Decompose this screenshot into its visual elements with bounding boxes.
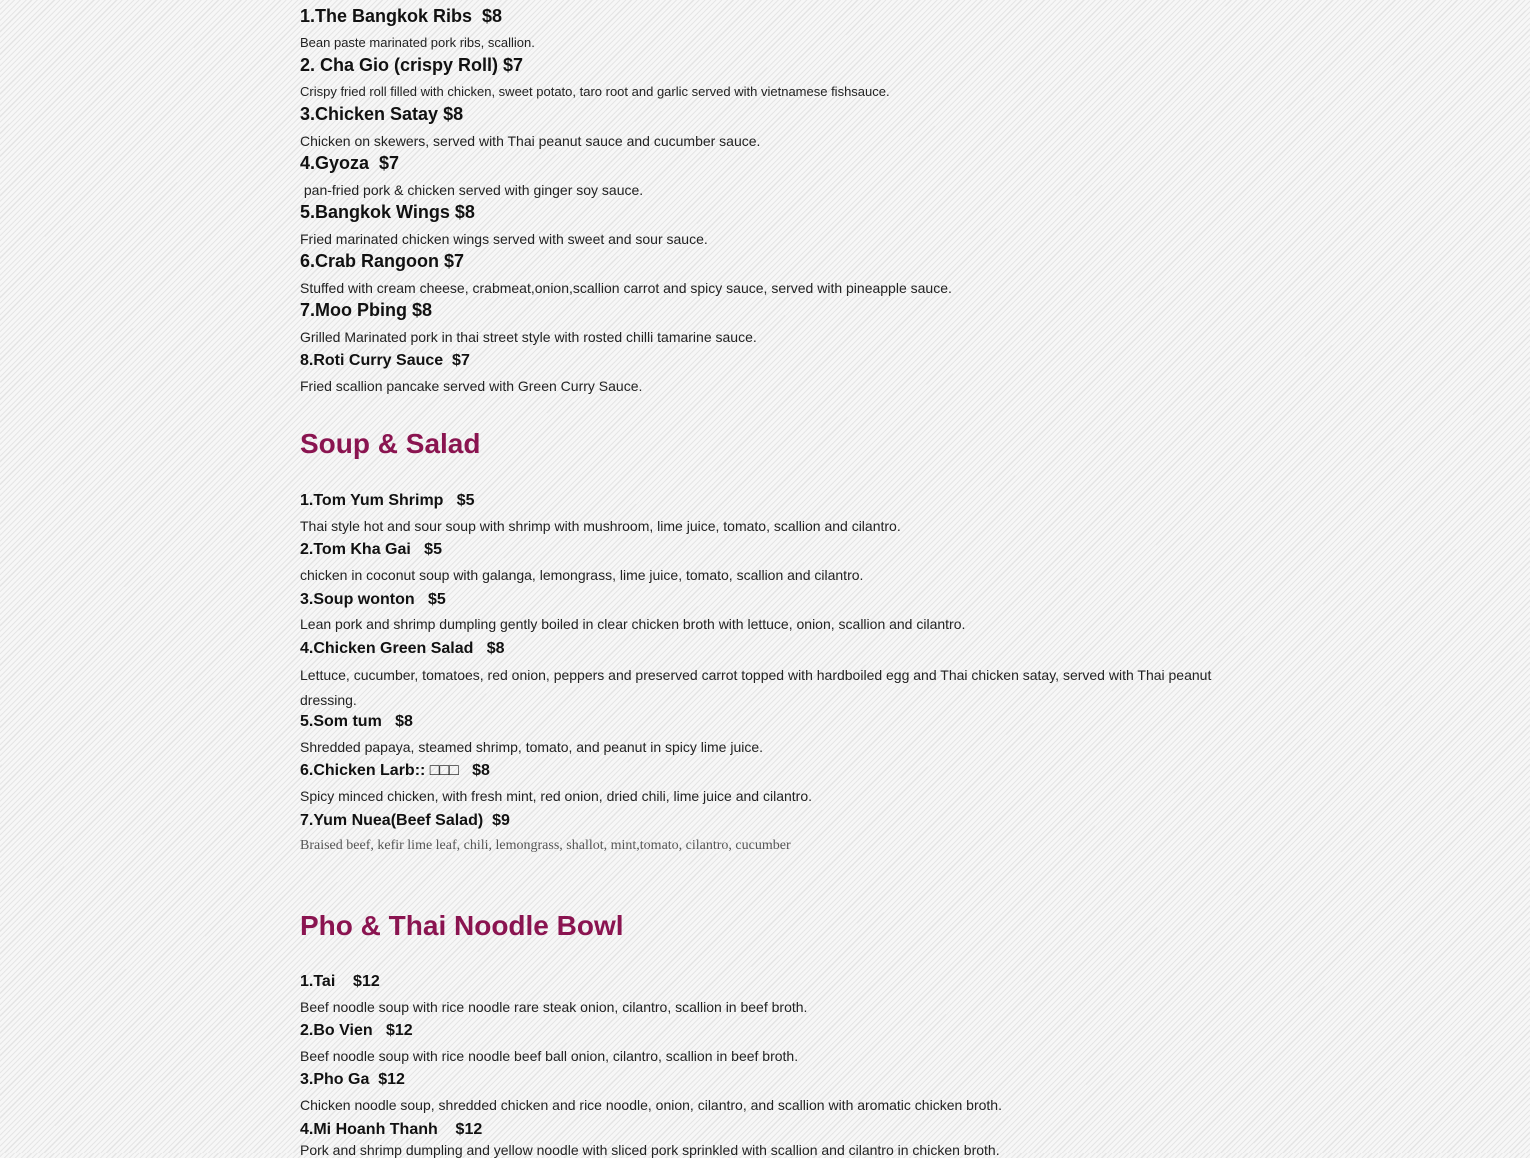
item-title: 4.Chicken Green Salad $8: [300, 640, 505, 657]
item-title: 1.Tom Yum Shrimp $5: [300, 492, 475, 509]
item-title: 4.Mi Hoanh Thanh $12: [300, 1121, 483, 1138]
appetizer-item: [300, 55, 523, 76]
soup-salad-desc: [300, 788, 812, 804]
item-title: 7.Yum Nuea(Beef Salad) $9: [300, 812, 510, 829]
item-title: 1.Tai $12: [300, 973, 380, 990]
item-description: chicken in coconut soup with galanga, lemongrass, lime juice, tomato, scallion and cilantro.: [300, 567, 864, 583]
item-description: Spicy minced chicken, with fresh mint, red onion, dried chili, lime juice and cilantro.: [300, 788, 813, 804]
item-description: Beef noodle soup with rice noodle rare steak onion, cilantro, scallion in beef broth.: [300, 999, 808, 1015]
item-title: 6.Chicken Larb:: □□□ $8: [300, 762, 490, 779]
pho-item: [300, 973, 380, 991]
item-description: Thai style hot and sour soup with shrimp with mushroom, lime juice, tomato, scallion and cilantro.: [300, 518, 901, 534]
appetizer-desc: [300, 84, 890, 99]
item-title: 5.Som tum $8: [300, 713, 413, 730]
soup-salad-item: [300, 713, 413, 731]
item-title: 4.Gyoza $7: [300, 153, 400, 173]
item-description: Beef noodle soup with rice noodle beef ball onion, cilantro, scallion in beef broth.: [300, 1048, 799, 1064]
pho-item: [300, 1121, 482, 1139]
pho-desc: [300, 1097, 1002, 1113]
item-title: 2.Tom Kha Gai $5: [300, 541, 442, 558]
item-description: Chicken noodle soup, shredded chicken and rice noodle, onion, cilantro, and scallion with aromatic chicken broth.: [300, 1097, 1002, 1113]
soup-salad-item: [300, 640, 505, 658]
item-description: Fried marinated chicken wings served with sweet and sour sauce.: [300, 231, 708, 247]
item-description: Bean paste marinated pork ribs, scallion.: [300, 35, 535, 50]
soup-salad-item: [300, 492, 475, 510]
item-title: 3.Pho Ga $12: [300, 1071, 405, 1088]
section-heading: Pho & Thai Noodle Bowl: [300, 910, 624, 941]
section-pho-noodle: [300, 910, 624, 942]
appetizer-item: [300, 202, 475, 223]
soup-salad-item: [300, 762, 490, 780]
item-description: Shredded papaya, steamed shrimp, tomato, and peanut in spicy lime juice.: [300, 739, 764, 755]
item-title: 3.Soup wonton $5: [300, 591, 446, 608]
soup-salad-desc: [300, 838, 791, 854]
pho-item: [300, 1071, 405, 1089]
item-title: 2. Cha Gio (crispy Roll) $7: [300, 55, 524, 75]
item-title: 2.Bo Vien $12: [300, 1022, 413, 1039]
pho-desc: [300, 999, 807, 1015]
appetizer-desc: [300, 378, 642, 394]
appetizer-desc: [300, 329, 757, 345]
item-description: pan-fried pork & chicken served with ginger soy sauce.: [300, 182, 644, 198]
appetizer-desc: [300, 182, 643, 198]
item-title: 7.Moo Pbing $8: [300, 300, 433, 320]
item-description: Chicken on skewers, served with Thai peanut sauce and cucumber sauce.: [300, 133, 761, 149]
appetizer-item: [300, 251, 464, 272]
item-description: Crispy fried roll filled with chicken, sweet potato, taro root and garlic served with vietnamese fishsauce.: [300, 84, 890, 99]
appetizer-desc: [300, 231, 708, 247]
item-title: 8.Roti Curry Sauce $7: [300, 352, 470, 369]
appetizer-desc: [300, 133, 760, 149]
appetizer-item: [300, 300, 432, 321]
pho-desc: [300, 1142, 1000, 1158]
item-title: 3.Chicken Satay $8: [300, 104, 464, 124]
soup-salad-desc: [300, 739, 763, 755]
item-description: Lean pork and shrimp dumpling gently boiled in clear chicken broth with lettuce, onion, scallion and cilantro.: [300, 616, 966, 632]
item-title: 5.Bangkok Wings $8: [300, 202, 475, 222]
item-description: Pork and shrimp dumpling and yellow noodle with sliced pork sprinkled with scallion and cilantro in chicken broth.: [300, 1142, 1000, 1158]
pho-item: [300, 1022, 413, 1040]
section-soup-salad: [300, 428, 480, 460]
appetizer-item: [300, 153, 399, 174]
pho-desc: [300, 1048, 798, 1064]
soup-salad-desc: [300, 616, 965, 632]
item-description: Stuffed with cream cheese, crabmeat,onion,scallion carrot and spicy sauce, served with pineapple sauce.: [300, 280, 952, 296]
item-description: Fried scallion pancake served with Green Curry Sauce.: [300, 378, 643, 394]
item-title: 1.The Bangkok Ribs $8: [300, 6, 503, 26]
appetizer-desc: [300, 35, 535, 50]
soup-salad-item: [300, 812, 510, 830]
soup-salad-item: [300, 591, 446, 609]
soup-salad-desc: [300, 663, 1230, 713]
appetizer-item: [300, 352, 470, 370]
item-description: Lettuce, cucumber, tomatoes, red onion, peppers and preserved carrot topped with hardboiled egg and Thai chicken satay, served with Thai peanut dressing.: [300, 667, 1216, 708]
soup-salad-desc: [300, 567, 863, 583]
item-description: Grilled Marinated pork in thai street style with rosted chilli tamarine sauce.: [300, 329, 757, 345]
soup-salad-item: [300, 541, 442, 559]
soup-salad-desc: [300, 518, 901, 534]
appetizer-desc: [300, 280, 952, 296]
appetizer-item: [300, 6, 502, 27]
item-description: Braised beef, kefir lime leaf, chili, lemongrass, shallot, mint,tomato, cilantro, cucumber: [300, 838, 791, 853]
section-heading: Soup & Salad: [300, 428, 481, 459]
appetizer-item: [300, 104, 463, 125]
item-title: 6.Crab Rangoon $7: [300, 251, 465, 271]
